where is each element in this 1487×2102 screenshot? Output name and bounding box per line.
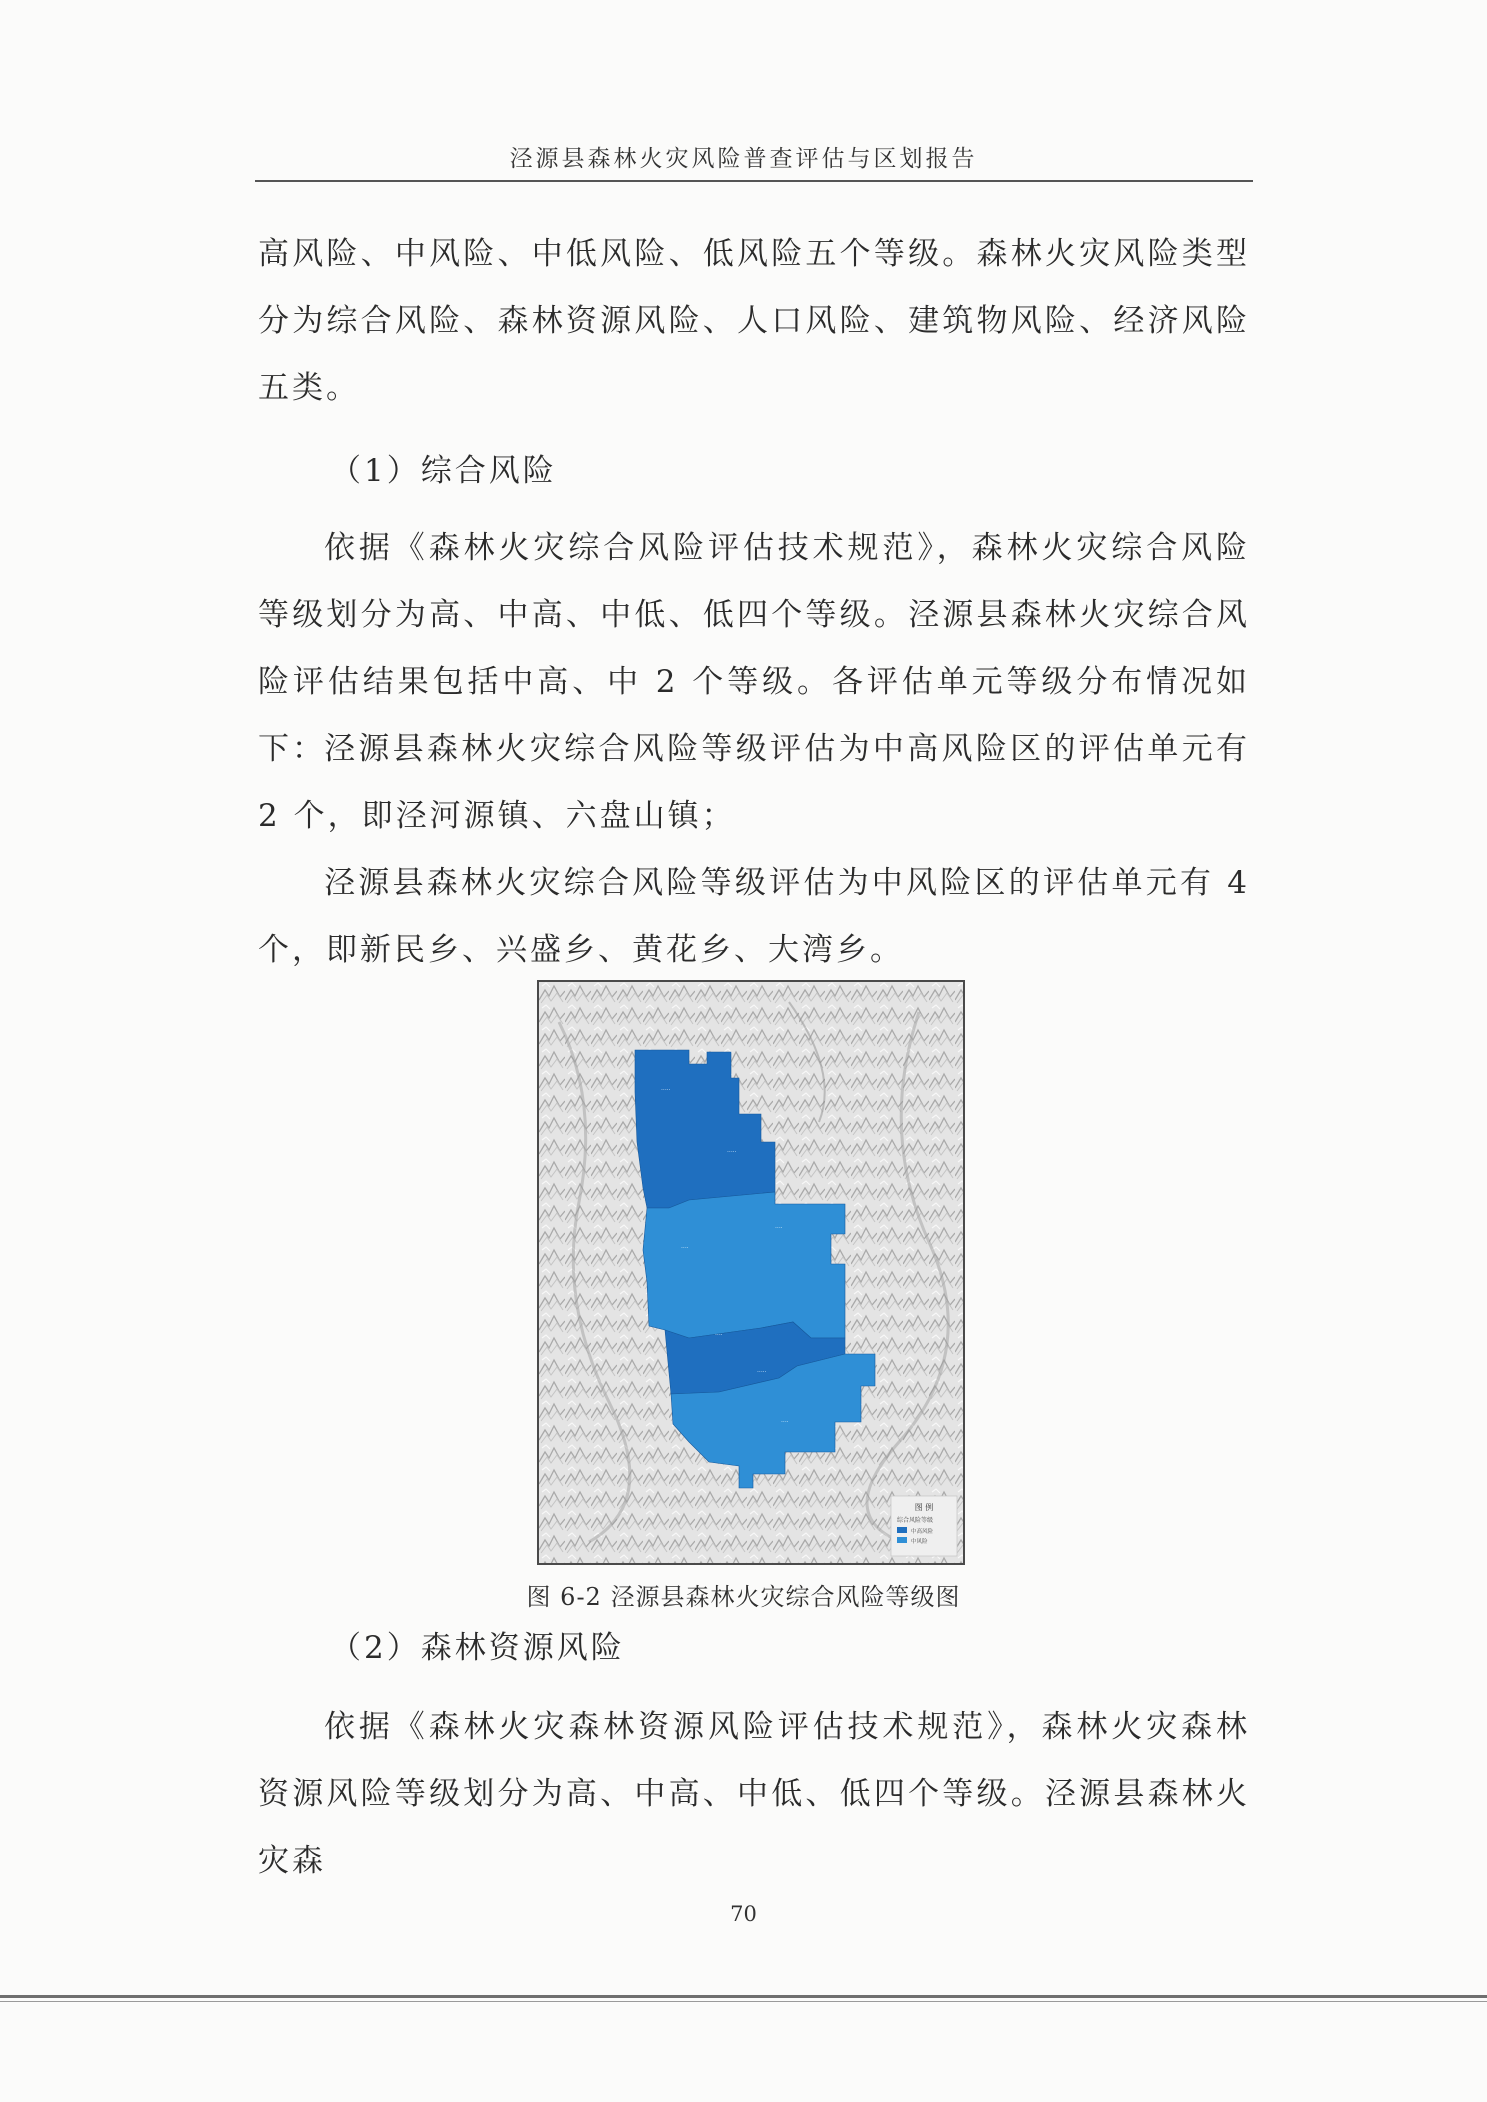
footer-rule [0,1995,1487,1998]
legend-subtitle: 综合风险等级 [897,1517,934,1524]
risk-zone-middle [643,1192,845,1338]
map-unit-label: ···· [715,1332,723,1339]
map-unit-label: ···· [781,1419,789,1426]
paragraph-medium-units: 泾源县森林火灾综合风险等级评估为中风险区的评估单元有 4 个，即新民乡、兴盛乡、黄花乡、大湾乡。 [258,865,1250,968]
map-unit-label: ···· [775,1225,783,1232]
paragraph-risk-levels: 高风险、中风险、中低风险、低风险五个等级。森林火灾风险类型分为综合风险、森林资源风险、人口风险、建筑物风险、经济风险五类。 [258,236,1250,406]
legend-swatch-medium [897,1537,907,1543]
header-rule [255,180,1253,182]
paragraph-forest-resource-spec: 依据《森林火灾森林资源风险评估技术规范》，森林火灾森林资源风险等级划分为高、中高、中低、低四个等级。泾源县森林火灾森 [258,1709,1250,1879]
paragraph-medium-high-units: 泾源县森林火灾综合风险等级评估为中高风险区的评估单元有 2 个，即泾河源镇、六盘山镇； [258,731,1250,834]
map-unit-label: ····· [757,1369,767,1376]
subheading-forest-resource-risk: （2）森林资源风险 [330,1630,625,1666]
legend-label-medium-high: 中高风险 [911,1529,934,1535]
legend-swatch-medium-high [897,1527,907,1533]
risk-map-figure [537,980,965,1565]
page-number: 70 [730,1902,757,1926]
map-unit-label: ····· [727,1149,737,1156]
legend-title: 图 例 [914,1503,934,1512]
map-unit-label: ···· [681,1245,689,1252]
subheading-comprehensive-risk: （1）综合风险 [330,453,557,489]
map-legend [891,1496,957,1556]
map-unit-label: ····· [661,1087,671,1094]
page-header-title: 泾源县森林火灾风险普查评估与区划报告 [509,146,978,172]
footer-rule-thin [0,2001,1487,2002]
paragraph-comprehensive-spec: 依据《森林火灾综合风险评估技术规范》，森林火灾综合风险等级划分为高、中高、中低、低四个等级。泾源县森林火灾综合风险评估结果包括中高、中 2 个等级。各评估单元等级分布情况如下： [258,530,1250,767]
figure-caption: 图 6-2 泾源县森林火灾综合风险等级图 [526,1583,961,1611]
legend-label-medium: 中风险 [911,1539,928,1545]
